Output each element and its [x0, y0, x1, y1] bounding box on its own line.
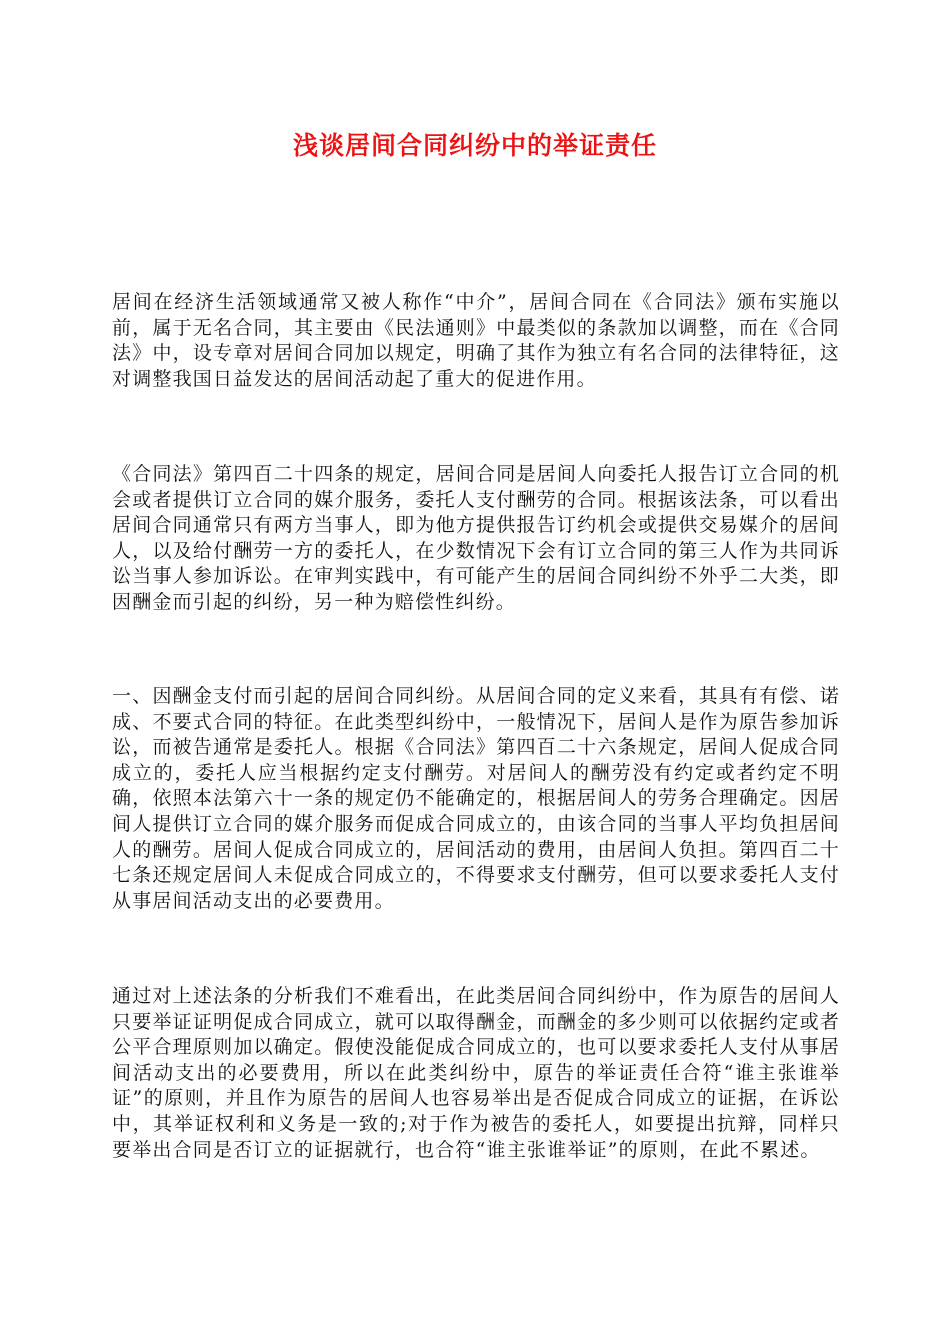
paragraph-burden-of-proof: 通过对上述法条的分析我们不难看出，在此类居间合同纠纷中，作为原告的居间人只要举证证明促成合同成立，就可以取得酬金，而酬金的多少则可以依据约定或者公平合理原则加以确定。假使没能促成合同成立的，也可以要求委托人支付从事居间活动支出的必要费用，所以在此类纠纷中，原告的举证责任合符“谁主张谁举证”的原则，并且作为原告的居间人也容易举出是否促成合同成立的证据，在诉讼中，其举证权利和义务是一致的;对于作为被告的委托人，如要提出抗辩，同样只要举出合同是否订立的证据就行，也合符“谁主张谁举证”的原则，在此不累述。 [112, 985, 840, 1161]
paragraph-fee-disputes: 一、因酬金支付而引起的居间合同纠纷。从居间合同的定义来看，其具有有偿、诺成、不要式合同的特征。在此类型纠纷中，一般情况下，居间人是作为原告参加诉讼，而被告通常是委托人。根据《合同法》第四百二十六条规定，居间人促成合同成立的，委托人应当根据约定支付酬劳。对居间人的酬劳没有约定或者约定不明确，依照本法第六十一条的规定仍不能确定的，根据居间人的劳务合理确定。因居间人提供订立合同的媒介服务而促成合同成立的，由该合同的当事人平均负担居间人的酬劳。居间人促成合同成立的，居间活动的费用，由居间人负担。第四百二十七条还规定居间人未促成合同成立的，不得要求支付酬劳，但可以要求委托人支付从事居间活动支出的必要费用。 [112, 685, 840, 912]
paragraph-intro: 居间在经济生活领域通常又被人称作“中介”，居间合同在《合同法》颁布实施以前，属于无名合同，其主要由《民法通则》中最类似的条款加以调整，而在《合同法》中，设专章对居间合同加以规定，明确了其作为独立有名合同的法律特征，这对调整我国日益发达的居间活动起了重大的促进作用。 [112, 291, 840, 390]
document-title: 浅谈居间合同纠纷中的举证责任 [292, 131, 657, 160]
paragraph-definition: 《合同法》第四百二十四条的规定，居间合同是居间人向委托人报告订立合同的机会或者提供订立合同的媒介服务，委托人支付酬劳的合同。根据该法条，可以看出居间合同通常只有两方当事人，即为他方提供报告订约机会或提供交易媒介的居间人，以及给付酬劳一方的委托人，在少数情况下会有订立合同的第三人作为共同诉讼当事人参加诉讼。在审判实践中，有可能产生的居间合同纠纷不外乎二大类，即因酬金而引起的纠纷，另一种为赔偿性纠纷。 [112, 463, 840, 613]
